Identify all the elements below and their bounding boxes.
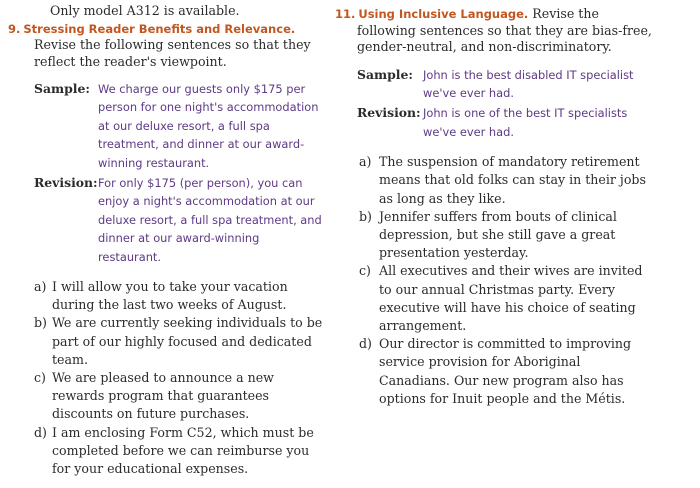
exercise-11-instruction: Revise the following sentences so that they are bias-free, gender-neutral, and non-discriminatory. — [357, 6, 652, 54]
exercise-9-number: 9. — [8, 21, 21, 36]
item-marker: d) — [359, 336, 372, 352]
item-text: All executives and their wives are invited to our annual Christmas party. Every executive will have his choice of seating arrangement. — [379, 263, 643, 333]
item-marker: c) — [34, 370, 46, 386]
list-item — [335, 208, 653, 263]
item-marker: b) — [34, 315, 47, 331]
sample-text: John is the best disabled IT specialist we've ever had. — [423, 67, 634, 100]
right-column — [335, 0, 653, 408]
exercise-9-revision — [6, 174, 324, 266]
exercise-11-title: Using Inclusive Language. — [358, 7, 529, 21]
list-item — [335, 262, 653, 335]
exercise-9-items — [6, 278, 324, 478]
item-text: We are currently seeking individuals to be part of our highly focused and dedicated team. — [52, 315, 323, 367]
item-marker: d) — [34, 424, 47, 440]
item-text: Jennifer suffers from bouts of clinical depression, but she still gave a great presentation yesterday. — [379, 208, 617, 261]
sample-label: Sample: — [34, 81, 90, 96]
sample-label: Sample: — [357, 66, 413, 82]
exercise-11-sample — [335, 66, 653, 103]
list-item — [6, 278, 324, 314]
revision-label: Revision: — [357, 105, 421, 121]
item-text: I will allow you to take your vacation during the last two weeks of August. — [52, 279, 288, 313]
revision-label: Revision: — [34, 175, 98, 191]
exercise-11-number: 11. — [335, 7, 356, 21]
item-marker: b) — [359, 208, 372, 224]
exercise-9-instruction: Revise the following sentences so that they reflect the reader's viewpoint. — [34, 37, 311, 69]
item-text: I am enclosing Form C52, which must be completed before we can reimburse you for your educational expenses. — [52, 424, 314, 477]
left-column — [6, 0, 324, 478]
exercise-11-heading — [335, 6, 653, 56]
item-marker: a) — [359, 154, 372, 170]
exercise-11-revision — [335, 104, 653, 141]
exercise-9-sample — [6, 80, 324, 172]
list-item — [335, 153, 653, 208]
list-item — [6, 369, 324, 424]
list-item — [6, 424, 324, 479]
revision-text: For only $175 (per person), you can enjoy a night's accommodation at our deluxe resort, a full spa treatment, and dinner at our award-winning restaurant. — [98, 176, 322, 264]
carryover-text: Only model A312 is available. — [50, 3, 240, 18]
item-marker: a) — [34, 279, 47, 295]
item-text: We are pleased to announce a new rewards program that guarantees discounts on future purchases. — [52, 370, 274, 422]
list-item — [335, 335, 653, 408]
revision-text: John is one of the best IT specialists we've ever had. — [423, 106, 628, 139]
item-marker: c) — [359, 263, 371, 279]
item-text: Our director is committed to improving service provision for Aboriginal Canadians. Our new program also has options for Inuit people and the Métis. — [379, 336, 632, 406]
list-item — [6, 314, 324, 369]
exercise-9-title: Stressing Reader Benefits and Relevance. — [23, 21, 296, 36]
sample-text: We charge our guests only $175 per person for one night's accommodation at our deluxe resort, a full spa treatment, and dinner at our award-winning restaurant. — [98, 82, 319, 170]
exercise-11-items — [335, 153, 653, 408]
exercise-9-heading — [6, 21, 324, 71]
item-text: The suspension of mandatory retirement means that old folks can stay in their jobs as long as they like. — [379, 154, 646, 206]
